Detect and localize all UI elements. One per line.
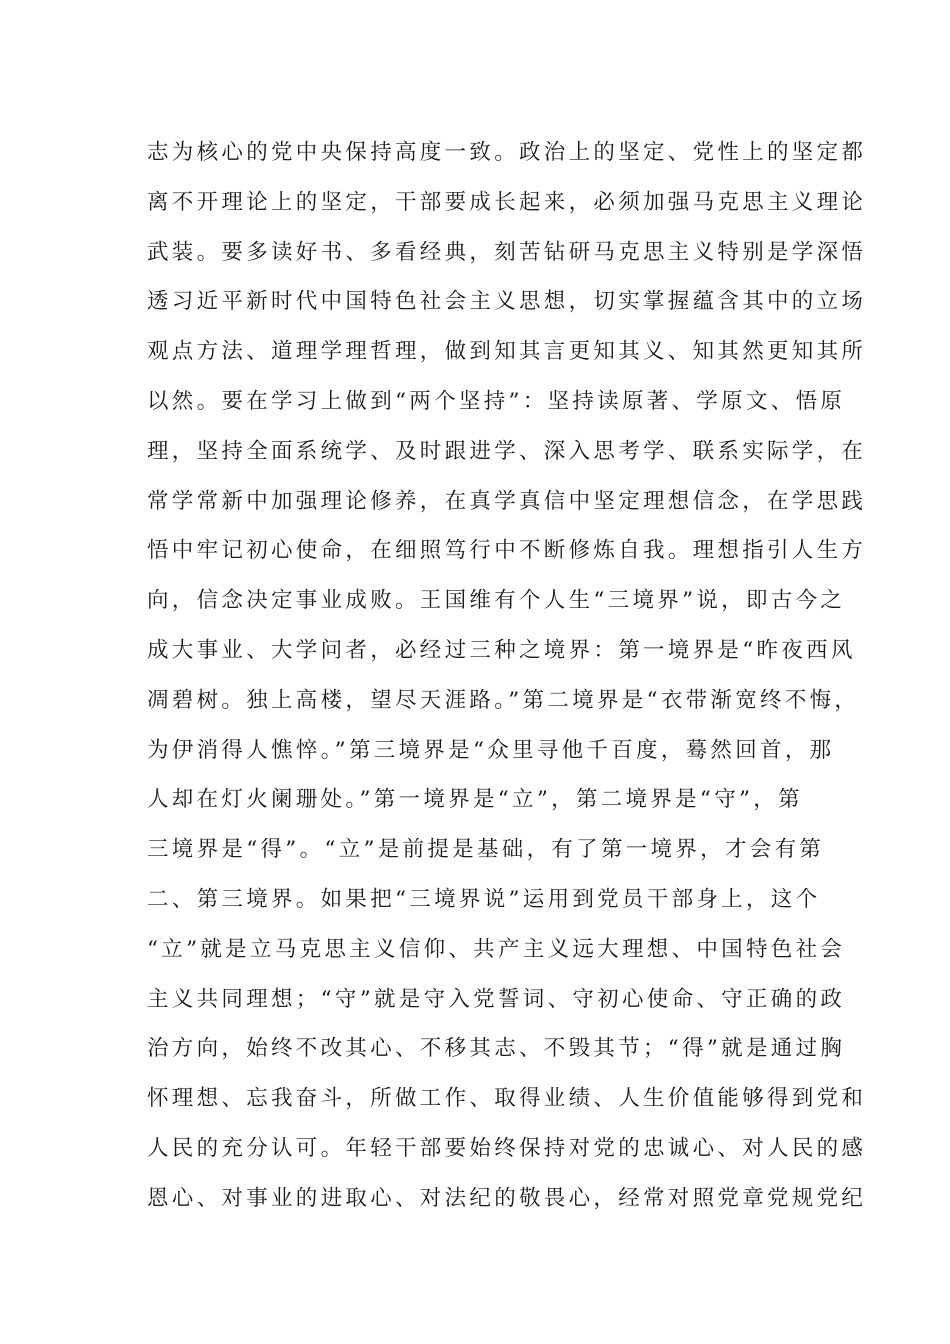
text-line: “立”就是立马克思主义信仰、共产主义远大理想、中国特色社会 bbox=[147, 936, 846, 962]
text-line: 向，信念决定事业成败。王国维有个人生“三境界”说，即古今之 bbox=[147, 588, 846, 614]
text-line: 成大事业、大学问者，必经过三种之境界：第一境界是“昨夜西风 bbox=[147, 637, 856, 663]
text-line: 二、第三境界。如果把“三境界说”运用到党员干部身上，这个 bbox=[147, 886, 821, 912]
text-line: 悟中牢记初心使命，在细照笃行中不断修炼自我。理想指引人生方 bbox=[147, 538, 867, 564]
text-line: 离不开理论上的坚定，干部要成长起来，必须加强马克思主义理论 bbox=[147, 189, 867, 215]
body-text bbox=[147, 128, 867, 1224]
text-line: 人却在灯火阑珊处。”第一境界是“立”，第二境界是“守”，第 bbox=[147, 787, 803, 813]
text-line: 凋碧树。独上高楼，望尽天涯路。”第二境界是“衣带渐宽终不悔， bbox=[147, 687, 860, 713]
text-line: 恩心、对事业的进取心、对法纪的敬畏心，经常对照党章党规党纪 bbox=[147, 1185, 867, 1211]
text-line: 常学常新中加强理论修养，在真学真信中坚定理想信念，在学思践 bbox=[147, 488, 867, 514]
text-line: 治方向，始终不改其心、不移其志、不毁其节；“得”就是通过胸 bbox=[147, 1036, 846, 1062]
text-line: 志为核心的党中央保持高度一致。政治上的坚定、党性上的坚定都 bbox=[147, 140, 867, 165]
text-line: 怀理想、忘我奋斗，所做工作、取得业绩、人生价值能够得到党和 bbox=[147, 1086, 867, 1112]
text-line: 观点方法、道理学理哲理，做到知其言更知其义、知其然更知其所 bbox=[147, 339, 867, 365]
text-line: 武装。要多读好书、多看经典，刻苦钻研马克思主义特别是学深悟 bbox=[147, 239, 867, 265]
text-line: 主义共同理想；“守”就是守入党誓词、守初心使命、守正确的政 bbox=[147, 986, 846, 1012]
text-line: 人民的充分认可。年轻干部要始终保持对党的忠诚心、对人民的感 bbox=[147, 1135, 867, 1161]
text-line: 为伊消得人憔悴。”第三境界是“众里寻他千百度，蓦然回首，那 bbox=[147, 737, 835, 763]
text-line: 透习近平新时代中国特色社会主义思想，切实掌握蕴含其中的立场 bbox=[147, 289, 867, 315]
text-line: 三境界是“得”。“立”是前提是基础，有了第一境界，才会有第 bbox=[147, 837, 825, 863]
text-line: 理，坚持全面系统学、及时跟进学、深入思考学、联系实际学，在 bbox=[147, 438, 867, 464]
text-line: 以然。要在学习上做到“两个坚持”：坚持读原著、学原文、悟原 bbox=[147, 388, 846, 414]
